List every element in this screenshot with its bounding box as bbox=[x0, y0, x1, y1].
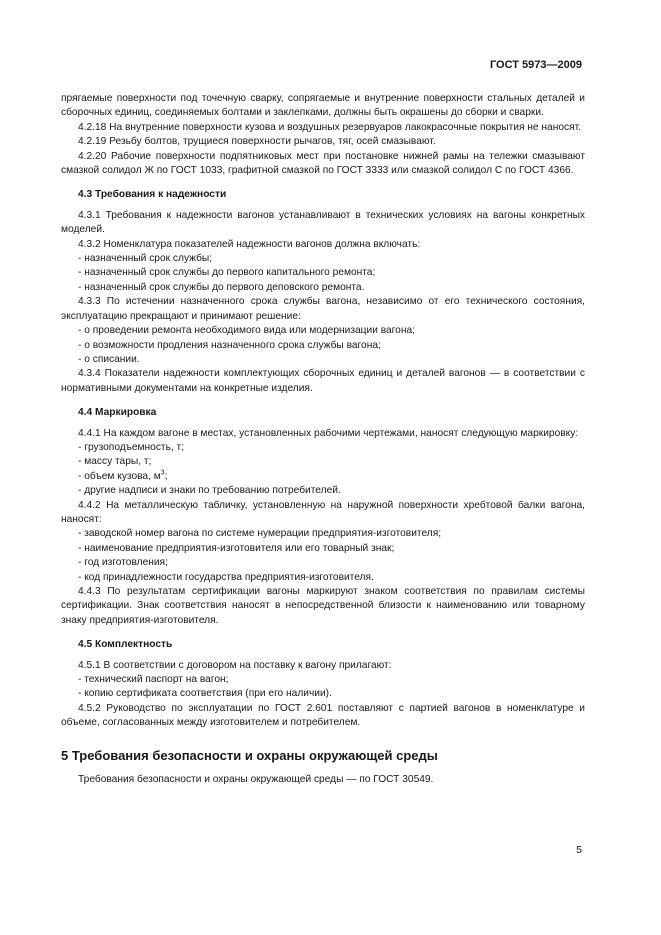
list-item: - массу тары, т; bbox=[78, 456, 152, 468]
list-item: - объем кузова, $м^3$; bbox=[78, 469, 168, 482]
paragraph: 4.2.20 Рабочие поверхности подпятниковых мест при постановке нижней рамы на тележки смазывают смазкой солидол Ж по ГОСТ 1033, графитной смазкой по ГОСТ 3333 или смазкой солидол С по ГОСТ 4366. bbox=[61, 150, 585, 177]
list-item: - назначенный срок службы до первого капитального ремонта; bbox=[78, 267, 376, 279]
paragraph: 4.5.2 Руководство по эксплуатации по ГОСТ 2.601 поставляют с партией вагонов в номенклатуре и объеме, согласованных между изготовителем и потребителем. bbox=[61, 702, 585, 729]
paragraph: 4.2.18 На внутренние поверхности кузова и воздушных резервуаров лакокрасочные покрытия не наносят. bbox=[78, 121, 581, 133]
list-item: - наименование предприятия-изготовителя или его товарный знак; bbox=[78, 542, 395, 554]
paragraph: 4.3.3 По истечении назначенного срока службы вагона, независимо от его технического состояния, эксплуатацию прекращают и принимают решение: bbox=[61, 296, 585, 322]
list-item: - технический паспорт на вагон; bbox=[78, 674, 229, 686]
subsection-heading: 4.4 Маркировка bbox=[78, 407, 157, 419]
list-item: - грузоподъемность, т; bbox=[78, 441, 185, 453]
list-item: - код принадлежности государства предприятия-изготовителя. bbox=[78, 571, 374, 583]
paragraph: 4.4.1 На каждом вагоне в местах, установленных рабочими чертежами, наносят следующую маркировку: bbox=[78, 427, 579, 439]
paragraph: 4.3.4 Показатели надежности комплектующих сборочных единиц и деталей вагонов — в соответствии с нормативными документами на конкретные изделия. bbox=[61, 368, 585, 394]
paragraph: 4.5.1 В соответствии с договором на поставку к вагону прилагают: bbox=[78, 659, 392, 671]
paragraph: 4.2.19 Резьбу болтов, трущиеся поверхности рычагов, тяг, осей смазывают. bbox=[78, 136, 436, 148]
list-item: - копию сертификата соответствия (при его наличии). bbox=[78, 688, 332, 700]
list-item: - назначенный срок службы; bbox=[78, 253, 213, 265]
paragraph: 4.4.2 На металлическую табличку, установленную на наружной поверхности хребтовой балки вагона, наносят: bbox=[61, 499, 585, 525]
list-item: - о возможности продления назначенного срока службы вагона; bbox=[78, 339, 381, 351]
paragraph: 4.4.3 По результатам сертификации вагоны маркируют знаком соответствия по правилам системы сертификации. Знак соответствия наносят в непосредственной близости к наименованию или товарному знаку предприятия-изготовителя. bbox=[61, 586, 585, 626]
page-number: 5 bbox=[576, 844, 582, 856]
list-item: - год изготовления; bbox=[78, 557, 168, 569]
list-item: - назначенный срок службы до первого деповского ремонта. bbox=[78, 281, 365, 293]
paragraph: 4.3.1 Требования к надежности вагонов устанавливают в технических условиях на вагоны конкретных моделей. bbox=[61, 209, 585, 236]
document-code-header: ГОСТ 5973—2009 bbox=[489, 59, 582, 71]
section-heading: 5 Требования безопасности и охраны окружающей среды bbox=[61, 747, 438, 763]
list-item: - заводской номер вагона по системе нумерации предприятия-изготовителя; bbox=[78, 528, 442, 540]
subsection-heading: 4.3 Требования к надежности bbox=[78, 189, 227, 201]
list-item: - другие надписи и знаки по требованию потребителей. bbox=[78, 485, 341, 497]
list-item: - о списании. bbox=[78, 353, 140, 365]
paragraph: прягаемые поверхности под точечную сварку, сопрягаемые и внутренние поверхности стальных деталей и сборочных единиц, соединяемых болтами и заклепками, должны быть окрашены до сборки и сварки. bbox=[61, 93, 585, 119]
subsection-heading: 4.5 Комплектность bbox=[78, 639, 173, 651]
paragraph: Требования безопасности и охраны окружающей среды — по ГОСТ 30549. bbox=[78, 773, 434, 785]
document-body bbox=[61, 92, 585, 787]
paragraph: 4.3.2 Номенклатура показателей надежности вагонов должна включать: bbox=[78, 238, 421, 250]
list-item: - о проведении ремонта необходимого вида или модернизации вагона; bbox=[78, 325, 415, 337]
